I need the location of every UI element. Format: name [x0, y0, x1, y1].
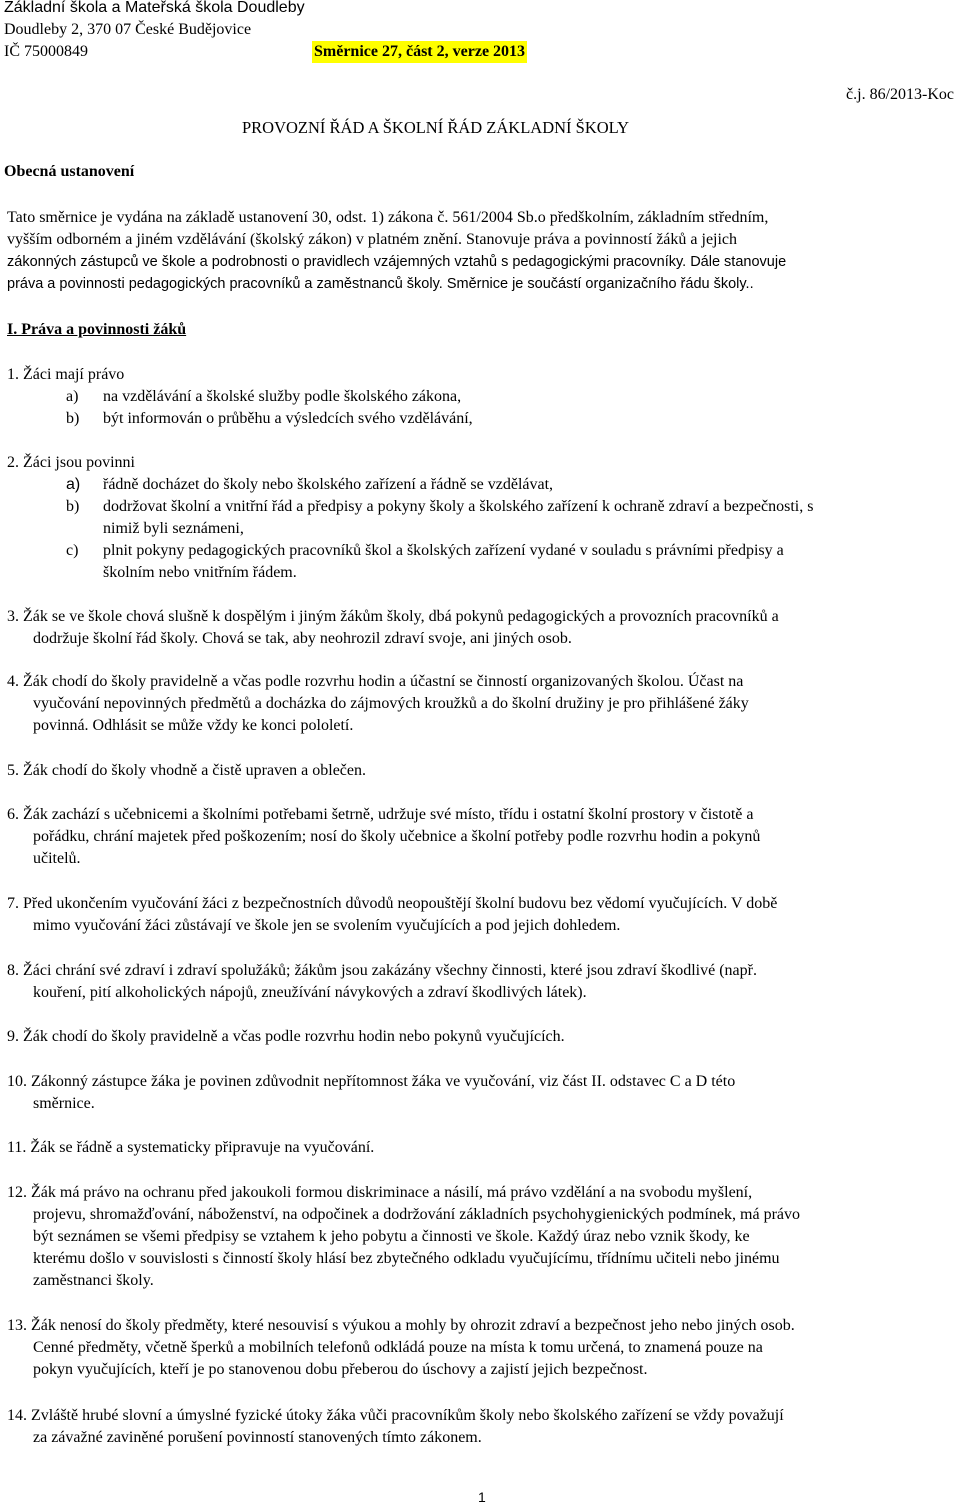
item-line: 6. Žák zachází s učebnicemi a školními potřebami šetrně, udržuje své místo, třídu i ostatní školní prostory v čistotě a	[7, 806, 754, 823]
reference-number: č.j. 86/2013-Koc	[846, 86, 954, 103]
item-line: zaměstnanci školy.	[33, 1272, 154, 1289]
list-item	[7, 804, 957, 870]
page-number: 1	[478, 1489, 486, 1505]
item-line: projevu, shromažďování, náboženství, na odpočinek a dodržování základních psychohygienických podmínek, má právo	[33, 1206, 801, 1223]
item-line: 11. Žák se řádně a systematicky připravuje na vyučování.	[7, 1139, 375, 1156]
sub-text: plnit pokyny pedagogických pracovníků škol a školských zařízení vydané v souladu s právními předpisy a	[103, 542, 784, 559]
item-head: 2. Žáci jsou povinni	[7, 454, 135, 471]
list-item	[7, 1137, 957, 1159]
school-name: Základní škola a Mateřská škola Doudleby	[4, 0, 305, 16]
general-heading: Obecná ustanovení	[4, 163, 135, 180]
item-line: za závažné zaviněné porušení povinností stanovených tímto zákonem.	[33, 1429, 482, 1446]
sub-text: nimiž byli seznámeni,	[103, 520, 244, 537]
item-line: mimo vyučování žáci zůstávají ve škole jen se svolením vyučujících a pod jejich dohledem.	[33, 917, 621, 934]
item-line: vyučování nepovinných předmětů a docházka do zájmových kroužků a do školní družiny je pro přihlášené žáky	[33, 695, 749, 712]
sub-label: b)	[66, 410, 80, 427]
list-item	[7, 1182, 957, 1292]
document-title: PROVOZNÍ ŘÁD A ŠKOLNÍ ŘÁD ZÁKLADNÍ ŠKOLY	[242, 118, 630, 137]
sub-label: c)	[66, 542, 79, 559]
intro-line: vyšším odborném a jiném vzdělávání (školský zákon) v platném znění. Stanovuje práva a povinností žáků a jejich	[7, 231, 738, 248]
list-item	[7, 960, 957, 1004]
item-line: být seznámen se všemi předpisy se vztahem k jeho pobytu a činnosti ve škole. Každý úraz nebo vznik škody, ke	[33, 1228, 750, 1245]
sub-text: školním nebo vnitřním řádem.	[103, 564, 297, 581]
intro-line: práva a povinnosti pedagogických pracovníků a zaměstnanců školy. Směrnice je součástí organizačního řádu školy..	[7, 276, 754, 292]
school-address: Doudleby 2, 370 07 České Budějovice	[4, 21, 252, 38]
rights-heading	[7, 364, 957, 386]
sub-label: a)	[66, 476, 81, 493]
list-item	[7, 671, 957, 737]
sub-text: řádně docházet do školy nebo školského zařízení a řádně se vzdělávat,	[103, 476, 554, 493]
item-line: 3. Žák se ve škole chová slušně k dospělým i jiným žákům školy, dbá pokynů pedagogických a provozních pracovníků a	[7, 608, 779, 625]
item-line: kterému došlo v souvislosti s činností školy hlásí bez zbytečného odkladu vyučujícímu, třídnímu učiteli nebo jinému	[33, 1250, 780, 1267]
item-line: 12. Žák má právo na ochranu před jakoukoli formou diskriminace a násilí, má právo vzdělání a na svobodu myšlení,	[7, 1184, 753, 1201]
directive-label: Směrnice 27, část 2, verze 2013	[312, 41, 527, 63]
item-line: Cenné předměty, včetně šperků a mobilních telefonů odkládá pouze na místa k tomu určená, to znamená pouze na	[33, 1339, 763, 1356]
item-line: 13. Žák nenosí do školy předměty, které nesouvisí s výukou a mohly by ohrozit zdraví a bezpečnost jeho nebo jiných osob.	[7, 1317, 795, 1334]
sub-text: být informován o průběhu a výsledcích svého vzdělávání,	[103, 410, 473, 427]
section-title: I. Práva a povinnosti žáků	[7, 321, 187, 338]
list-item	[7, 606, 957, 650]
list-item	[7, 1071, 957, 1115]
item-line: směrnice.	[33, 1095, 95, 1112]
item-line: povinná. Odhlásit se může vždy ke konci pololetí.	[33, 717, 354, 734]
list-item	[7, 893, 957, 937]
item-line: 10. Zákonný zástupce žáka je povinen zdůvodnit nepřítomnost žáka ve vyučování, viz část II. odstavec C a D této	[7, 1073, 736, 1090]
list-item	[7, 760, 957, 782]
item-line: pokyn vyučujících, kteří je po stanovenou dobu přeberou do úschovy a zajistí jejich bezpečnost.	[33, 1361, 648, 1378]
school-ic: IČ 75000849	[4, 43, 88, 60]
item-line: 4. Žák chodí do školy pravidelně a včas podle rozvrhu hodin a účastní se činností organizovaných školou. Účast na	[7, 673, 744, 690]
item-line: dodržuje školní řád školy. Chová se tak, aby neohrozil zdraví svoje, ani jiných osob.	[33, 630, 572, 647]
list-item	[7, 1315, 957, 1381]
sub-text: na vzdělávání a školské služby podle školského zákona,	[103, 388, 462, 405]
list-item	[7, 1405, 957, 1449]
intro-paragraph	[7, 207, 957, 295]
item-line: 5. Žák chodí do školy vhodně a čistě upraven a oblečen.	[7, 762, 366, 779]
item-line: 9. Žák chodí do školy pravidelně a včas podle rozvrhu hodin nebo pokynů vyučujících.	[7, 1028, 565, 1045]
duties-heading	[7, 452, 957, 474]
intro-line: Tato směrnice je vydána na základě ustanovení 30, odst. 1) zákona č. 561/2004 Sb.o předškolním, základním středním,	[7, 209, 769, 226]
item-line: pořádku, chrání majetek před poškozením; nosí do školy učebnice a školní potřeby podle rozvrhu hodin a pokynů	[33, 828, 761, 845]
item-head: 1. Žáci mají právo	[7, 366, 125, 383]
sub-label: a)	[66, 388, 79, 405]
sub-text: dodržovat školní a vnitřní řád a předpisy a pokyny školy a školského zařízení k ochraně zdraví a bezpečnosti, s	[103, 498, 814, 515]
item-line: 8. Žáci chrání své zdraví i zdraví spolužáků; žákům jsou zakázány všechny činnosti, které jsou zdraví škodlivé (např.	[7, 962, 757, 979]
list-item	[7, 1026, 957, 1048]
item-line: 14. Zvláště hrubé slovní a úmyslné fyzické útoky žáka vůči pracovníkům školy nebo školského zařízení se vždy považují	[7, 1407, 784, 1424]
intro-line: zákonných zástupců ve škole a podrobnosti o pravidlech vzájemných vztahů s pedagogickými pracovníky. Dále stanovuje	[7, 254, 787, 270]
item-line: 7. Před ukončením vyučování žáci z bezpečnostních důvodů neopouštějí školní budovu bez vědomí vyučujících. V době	[7, 895, 778, 912]
sub-label: b)	[66, 498, 80, 515]
item-line: učitelů.	[33, 850, 81, 867]
item-line: kouření, pití alkoholických nápojů, zneužívání návykových a zdraví škodlivých látek).	[33, 984, 587, 1001]
